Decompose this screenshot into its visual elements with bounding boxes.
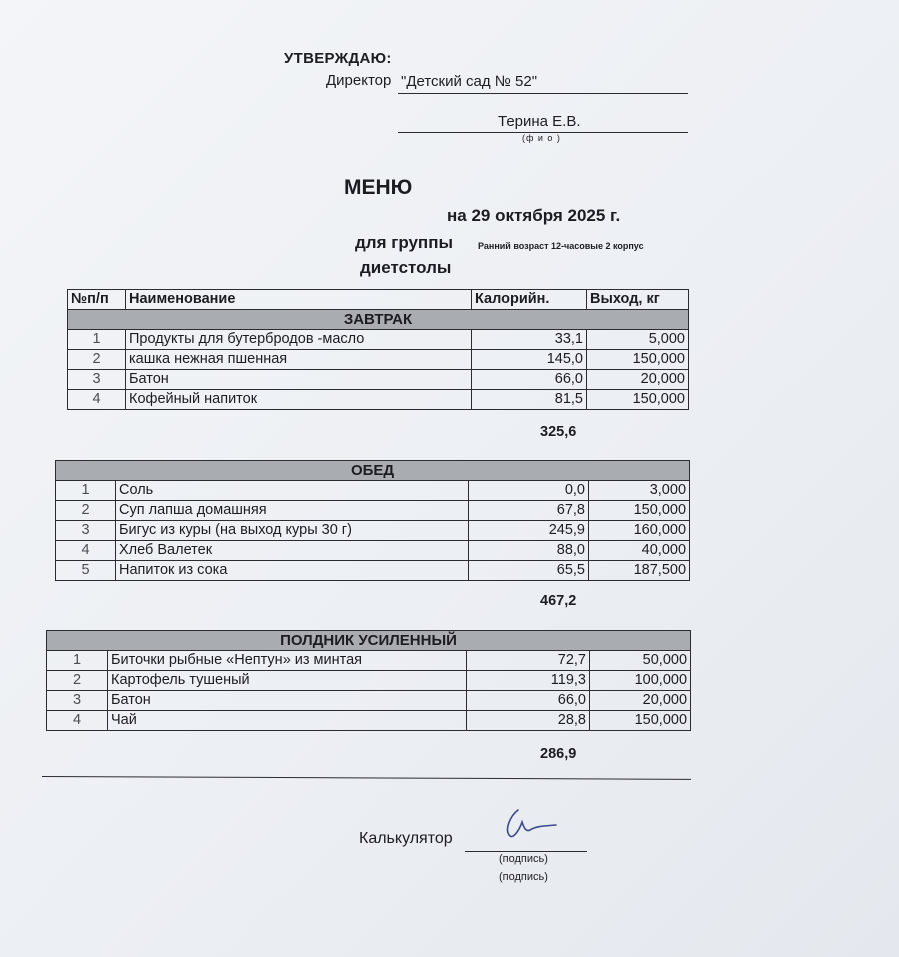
col-header-name: Наименование <box>126 290 472 310</box>
section-title: ОБЕД <box>56 461 690 481</box>
menu-title: МЕНЮ <box>344 176 413 199</box>
signature-caption: (подпись) <box>499 853 548 865</box>
handwritten-signature-icon <box>500 806 560 842</box>
table-row <box>56 481 690 501</box>
row-calories: 65,5 <box>469 561 589 581</box>
row-calories: 245,9 <box>469 521 589 541</box>
row-num: 2 <box>68 350 126 370</box>
row-calories: 145,0 <box>472 350 587 370</box>
fio-caption: (ф и о ) <box>522 133 561 143</box>
table-row <box>47 671 691 691</box>
lunch-table <box>55 460 690 581</box>
director-organization: "Детский сад № 52" <box>401 73 538 90</box>
section-header-row <box>47 631 691 651</box>
row-calories: 72,7 <box>467 651 590 671</box>
row-output: 20,000 <box>587 370 689 390</box>
row-num: 1 <box>56 481 116 501</box>
signature-caption: (подпись) <box>499 871 548 883</box>
row-name: Соль <box>116 481 469 501</box>
row-name: Кофейный напиток <box>126 390 472 410</box>
row-num: 3 <box>68 370 126 390</box>
row-output: 40,000 <box>589 541 690 561</box>
col-header-calories: Калорийн. <box>472 290 587 310</box>
table-row <box>47 691 691 711</box>
director-underline <box>398 93 688 94</box>
row-num: 1 <box>68 330 126 350</box>
row-output: 50,000 <box>590 651 691 671</box>
section-header-row <box>56 461 690 481</box>
row-output: 150,000 <box>587 390 689 410</box>
snack-table <box>46 630 691 731</box>
table-row <box>47 651 691 671</box>
row-calories: 67,8 <box>469 501 589 521</box>
row-num: 1 <box>47 651 108 671</box>
row-num: 2 <box>56 501 116 521</box>
row-name: Батон <box>126 370 472 390</box>
row-calories: 33,1 <box>472 330 587 350</box>
table-row <box>68 330 689 350</box>
section-title: ЗАВТРАК <box>68 310 689 330</box>
row-calories: 88,0 <box>469 541 589 561</box>
row-calories: 66,0 <box>467 691 590 711</box>
table-row <box>56 561 690 581</box>
director-label: Директор <box>326 72 392 89</box>
row-name: Чай <box>108 711 467 731</box>
table-row <box>68 370 689 390</box>
row-output: 160,000 <box>589 521 690 541</box>
row-calories: 119,3 <box>467 671 590 691</box>
row-output: 5,000 <box>587 330 689 350</box>
table-header-row <box>68 290 689 310</box>
row-output: 150,000 <box>590 711 691 731</box>
table-row <box>56 501 690 521</box>
row-name: Картофель тушеный <box>108 671 467 691</box>
breakfast-total: 325,6 <box>540 424 577 440</box>
row-name: Напиток из сока <box>116 561 469 581</box>
row-output: 20,000 <box>590 691 691 711</box>
row-name: Хлеб Валетек <box>116 541 469 561</box>
row-num: 3 <box>47 691 108 711</box>
row-num: 3 <box>56 521 116 541</box>
row-calories: 81,5 <box>472 390 587 410</box>
table-row <box>68 390 689 410</box>
divider-line <box>42 776 691 780</box>
section-header-row <box>68 310 689 330</box>
row-output: 3,000 <box>589 481 690 501</box>
signature-underline <box>465 851 587 852</box>
col-header-num: №п/п <box>68 290 126 310</box>
row-calories: 28,8 <box>467 711 590 731</box>
row-output: 150,000 <box>589 501 690 521</box>
signer-name: Терина Е.В. <box>498 113 581 130</box>
group-label: для группы <box>355 233 453 252</box>
row-name: Батон <box>108 691 467 711</box>
approve-heading: УТВЕРЖДАЮ: <box>284 50 392 67</box>
row-calories: 66,0 <box>472 370 587 390</box>
snack-total: 286,9 <box>540 746 577 762</box>
menu-date: на 29 октября 2025 г. <box>447 206 621 225</box>
row-calories: 0,0 <box>469 481 589 501</box>
diet-label: диетстолы <box>360 258 452 277</box>
row-output: 150,000 <box>587 350 689 370</box>
row-num: 4 <box>56 541 116 561</box>
breakfast-table <box>67 289 689 410</box>
table-row <box>68 350 689 370</box>
table-row <box>56 521 690 541</box>
row-name: кашка нежная пшенная <box>126 350 472 370</box>
row-name: Бигус из куры (на выход куры 30 г) <box>116 521 469 541</box>
table-row <box>47 711 691 731</box>
row-num: 2 <box>47 671 108 691</box>
row-name: Продукты для бутербродов -масло <box>126 330 472 350</box>
row-num: 5 <box>56 561 116 581</box>
row-output: 100,000 <box>590 671 691 691</box>
lunch-total: 467,2 <box>540 593 577 609</box>
table-row <box>56 541 690 561</box>
section-title: ПОЛДНИК УСИЛЕННЫЙ <box>47 631 691 651</box>
row-num: 4 <box>68 390 126 410</box>
row-output: 187,500 <box>589 561 690 581</box>
col-header-output: Выход, кг <box>587 290 689 310</box>
row-name: Биточки рыбные «Нептун» из минтая <box>108 651 467 671</box>
group-value: Ранний возраст 12-часовые 2 корпус <box>478 241 644 251</box>
row-num: 4 <box>47 711 108 731</box>
calculator-label: Калькулятор <box>359 830 453 847</box>
row-name: Суп лапша домашняя <box>116 501 469 521</box>
